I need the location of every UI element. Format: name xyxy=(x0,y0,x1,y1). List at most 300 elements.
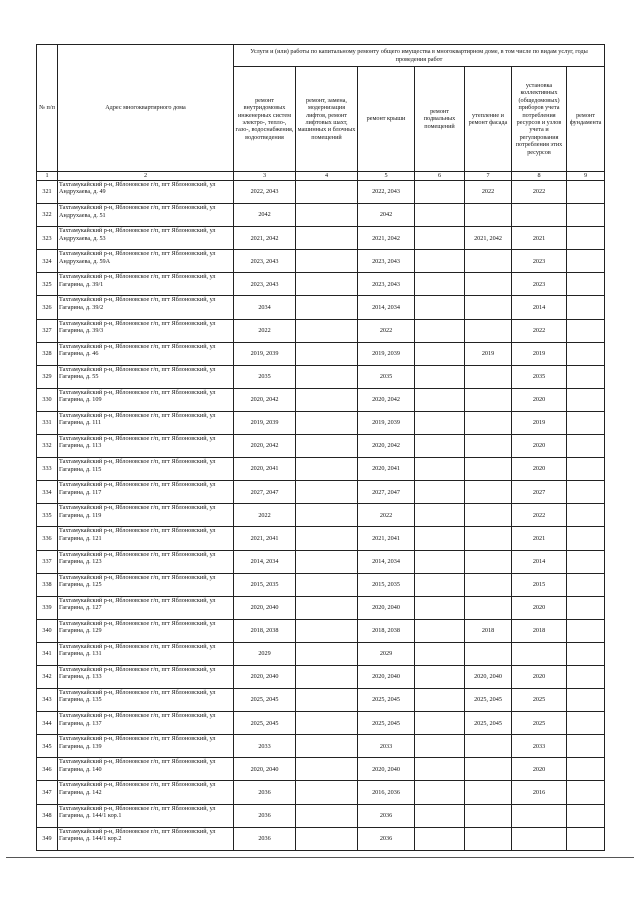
column-index-7: 7 xyxy=(465,172,512,181)
year-cell-5: 2021, 2041 xyxy=(358,527,415,550)
year-cell-9 xyxy=(567,504,605,527)
header-num: № п/п xyxy=(37,45,58,172)
year-cell-5: 2029 xyxy=(358,642,415,665)
year-cell-4 xyxy=(296,735,358,758)
table-row xyxy=(37,273,605,296)
year-cell-8: 2022 xyxy=(512,181,567,204)
row-number-cell: 332 xyxy=(37,435,58,458)
address-cell: Тахтамукайский р-н, Яблоновское г/п, пгт Яблоновский, ул Гагарина, д. 129 xyxy=(58,619,234,642)
address-cell: Тахтамукайский р-н, Яблоновское г/п, пгт Яблоновский, ул Гагарина, д. 142 xyxy=(58,781,234,804)
address-cell: Тахтамукайский р-н, Яблоновское г/п, пгт Яблоновский, ул Гагарина, д. 121 xyxy=(58,527,234,550)
address-cell: Тахтамукайский р-н, Яблоновское г/п, пгт Яблоновский, ул Андрухаева, д. 59А xyxy=(58,250,234,273)
row-number-cell: 338 xyxy=(37,573,58,596)
row-number-cell: 333 xyxy=(37,458,58,481)
year-cell-4 xyxy=(296,388,358,411)
year-cell-4 xyxy=(296,781,358,804)
year-cell-9 xyxy=(567,204,605,227)
year-cell-8: 2023 xyxy=(512,273,567,296)
year-cell-5: 2020, 2040 xyxy=(358,596,415,619)
table-row xyxy=(37,642,605,665)
year-cell-7: 2025, 2045 xyxy=(465,689,512,712)
year-cell-8: 2035 xyxy=(512,365,567,388)
address-cell: Тахтамукайский р-н, Яблоновское г/п, пгт Яблоновский, ул Гагарина, д. 119 xyxy=(58,504,234,527)
table-row xyxy=(37,735,605,758)
row-number-cell: 339 xyxy=(37,596,58,619)
year-cell-6 xyxy=(415,781,465,804)
address-cell: Тахтамукайский р-н, Яблоновское г/п, пгт Яблоновский, ул Гагарина, д. 140 xyxy=(58,758,234,781)
year-cell-3: 2020, 2040 xyxy=(234,665,296,688)
year-cell-7 xyxy=(465,550,512,573)
address-cell: Тахтамукайский р-н, Яблоновское г/п, пгт Яблоновский, ул Гагарина, д. 39/1 xyxy=(58,273,234,296)
table-row xyxy=(37,619,605,642)
year-cell-9 xyxy=(567,342,605,365)
year-cell-7 xyxy=(465,781,512,804)
table-row xyxy=(37,458,605,481)
year-cell-6 xyxy=(415,365,465,388)
year-cell-9 xyxy=(567,411,605,434)
table-row xyxy=(37,573,605,596)
year-cell-9 xyxy=(567,758,605,781)
year-cell-5: 2042 xyxy=(358,204,415,227)
year-cell-3: 2015, 2035 xyxy=(234,573,296,596)
year-cell-3: 2029 xyxy=(234,642,296,665)
year-cell-5: 2033 xyxy=(358,735,415,758)
year-cell-7 xyxy=(465,388,512,411)
year-cell-7 xyxy=(465,319,512,342)
page-bottom-rule xyxy=(6,857,634,858)
year-cell-8: 2015 xyxy=(512,573,567,596)
year-cell-7 xyxy=(465,596,512,619)
row-number-cell: 344 xyxy=(37,712,58,735)
year-cell-6 xyxy=(415,458,465,481)
table-row xyxy=(37,712,605,735)
address-cell: Тахтамукайский р-н, Яблоновское г/п, пгт Яблоновский, ул Гагарина, д. 127 xyxy=(58,596,234,619)
year-cell-3: 2035 xyxy=(234,365,296,388)
year-cell-5: 2025, 2045 xyxy=(358,712,415,735)
year-cell-8 xyxy=(512,827,567,850)
address-cell: Тахтамукайский р-н, Яблоновское г/п, пгт Яблоновский, ул Андрухаева, д. 49 xyxy=(58,181,234,204)
table-row xyxy=(37,204,605,227)
year-cell-3: 2021, 2041 xyxy=(234,527,296,550)
year-cell-5: 2022 xyxy=(358,504,415,527)
year-cell-9 xyxy=(567,250,605,273)
year-cell-4 xyxy=(296,481,358,504)
address-cell: Тахтамукайский р-н, Яблоновское г/п, пгт Яблоновский, ул Гагарина, д. 123 xyxy=(58,550,234,573)
year-cell-5: 2020, 2042 xyxy=(358,388,415,411)
year-cell-5: 2023, 2043 xyxy=(358,250,415,273)
table-row xyxy=(37,665,605,688)
year-cell-3: 2036 xyxy=(234,804,296,827)
year-cell-8: 2020 xyxy=(512,435,567,458)
year-cell-7 xyxy=(465,204,512,227)
year-cell-9 xyxy=(567,458,605,481)
row-number-cell: 322 xyxy=(37,204,58,227)
year-cell-9 xyxy=(567,435,605,458)
table-body xyxy=(37,181,605,851)
table-row xyxy=(37,527,605,550)
year-cell-8: 2016 xyxy=(512,781,567,804)
year-cell-7 xyxy=(465,527,512,550)
year-cell-7 xyxy=(465,435,512,458)
year-cell-5: 2025, 2045 xyxy=(358,689,415,712)
table-row xyxy=(37,181,605,204)
year-cell-9 xyxy=(567,827,605,850)
year-cell-7 xyxy=(465,458,512,481)
year-cell-6 xyxy=(415,827,465,850)
year-cell-3: 2020, 2041 xyxy=(234,458,296,481)
year-cell-9 xyxy=(567,388,605,411)
year-cell-9 xyxy=(567,665,605,688)
year-cell-8: 2019 xyxy=(512,411,567,434)
year-cell-9 xyxy=(567,181,605,204)
row-number-cell: 324 xyxy=(37,250,58,273)
year-cell-8: 2020 xyxy=(512,388,567,411)
header-works-group: Услуги и (или) работы по капитальному ремонту общего имущества в многоквартирном доме, в том числе по видам услуг, годы проведения работ xyxy=(234,45,605,67)
year-cell-7: 2022 xyxy=(465,181,512,204)
table-row xyxy=(37,804,605,827)
year-cell-4 xyxy=(296,712,358,735)
address-cell: Тахтамукайский р-н, Яблоновское г/п, пгт Яблоновский, ул Гагарина, д. 39/2 xyxy=(58,296,234,319)
year-cell-6 xyxy=(415,550,465,573)
year-cell-9 xyxy=(567,804,605,827)
address-cell: Тахтамукайский р-н, Яблоновское г/п, пгт Яблоновский, ул Андрухаева, д. 53 xyxy=(58,227,234,250)
year-cell-4 xyxy=(296,573,358,596)
year-cell-6 xyxy=(415,227,465,250)
header-col-4: ремонт, замена, модернизация лифтов, ремонт лифтовых шахт, машинных и блочных помещений xyxy=(296,67,358,172)
year-cell-4 xyxy=(296,204,358,227)
year-cell-7 xyxy=(465,481,512,504)
row-number-cell: 327 xyxy=(37,319,58,342)
year-cell-5: 2020, 2042 xyxy=(358,435,415,458)
year-cell-8: 2020 xyxy=(512,596,567,619)
year-cell-6 xyxy=(415,319,465,342)
year-cell-4 xyxy=(296,365,358,388)
row-number-cell: 341 xyxy=(37,642,58,665)
year-cell-4 xyxy=(296,504,358,527)
year-cell-5: 2014, 2034 xyxy=(358,296,415,319)
year-cell-4 xyxy=(296,804,358,827)
table-header xyxy=(37,45,605,181)
column-index-5: 5 xyxy=(358,172,415,181)
address-cell: Тахтамукайский р-н, Яблоновское г/п, пгт Яблоновский, ул Гагарина, д. 135 xyxy=(58,689,234,712)
year-cell-6 xyxy=(415,342,465,365)
year-cell-8: 2020 xyxy=(512,458,567,481)
year-cell-8: 2022 xyxy=(512,319,567,342)
year-cell-4 xyxy=(296,227,358,250)
year-cell-4 xyxy=(296,411,358,434)
year-cell-8: 2025 xyxy=(512,712,567,735)
year-cell-5: 2019, 2039 xyxy=(358,342,415,365)
year-cell-3: 2034 xyxy=(234,296,296,319)
year-cell-5: 2020, 2040 xyxy=(358,665,415,688)
address-cell: Тахтамукайский р-н, Яблоновское г/п, пгт Яблоновский, ул Гагарина, д. 133 xyxy=(58,665,234,688)
year-cell-3: 2027, 2047 xyxy=(234,481,296,504)
year-cell-7 xyxy=(465,758,512,781)
year-cell-8: 2027 xyxy=(512,481,567,504)
header-col-9: ремонт фундамента xyxy=(567,67,605,172)
column-index-6: 6 xyxy=(415,172,465,181)
year-cell-4 xyxy=(296,550,358,573)
header-address: Адрес многоквартирного дома xyxy=(58,45,234,172)
row-number-cell: 337 xyxy=(37,550,58,573)
capital-repair-schedule-table xyxy=(36,44,605,851)
year-cell-9 xyxy=(567,712,605,735)
year-cell-5: 2020, 2040 xyxy=(358,758,415,781)
year-cell-8: 2023 xyxy=(512,250,567,273)
year-cell-4 xyxy=(296,527,358,550)
year-cell-3: 2020, 2040 xyxy=(234,596,296,619)
year-cell-7 xyxy=(465,365,512,388)
table-row xyxy=(37,827,605,850)
row-number-cell: 330 xyxy=(37,388,58,411)
address-cell: Тахтамукайский р-н, Яблоновское г/п, пгт Яблоновский, ул Гагарина, д. 113 xyxy=(58,435,234,458)
row-number-cell: 347 xyxy=(37,781,58,804)
year-cell-9 xyxy=(567,689,605,712)
year-cell-6 xyxy=(415,689,465,712)
header-col-3: ремонт внутридомовых инженерных систем электро-, тепло-, газо-, водоснабжения, водоотведения xyxy=(234,67,296,172)
year-cell-8 xyxy=(512,204,567,227)
address-cell: Тахтамукайский р-н, Яблоновское г/п, пгт Яблоновский, ул Гагарина, д. 46 xyxy=(58,342,234,365)
table-row xyxy=(37,550,605,573)
year-cell-8: 2022 xyxy=(512,504,567,527)
year-cell-3: 2025, 2045 xyxy=(234,689,296,712)
row-number-cell: 325 xyxy=(37,273,58,296)
column-index-1: 1 xyxy=(37,172,58,181)
column-index-row xyxy=(37,172,605,181)
row-number-cell: 329 xyxy=(37,365,58,388)
row-number-cell: 321 xyxy=(37,181,58,204)
row-number-cell: 342 xyxy=(37,665,58,688)
year-cell-6 xyxy=(415,619,465,642)
address-cell: Тахтамукайский р-н, Яблоновское г/п, пгт Яблоновский, ул Андрухаева, д. 51 xyxy=(58,204,234,227)
year-cell-4 xyxy=(296,458,358,481)
year-cell-9 xyxy=(567,781,605,804)
year-cell-7 xyxy=(465,642,512,665)
table-row xyxy=(37,296,605,319)
year-cell-6 xyxy=(415,504,465,527)
year-cell-4 xyxy=(296,596,358,619)
year-cell-7 xyxy=(465,504,512,527)
year-cell-7 xyxy=(465,735,512,758)
year-cell-9 xyxy=(567,319,605,342)
column-index-8: 8 xyxy=(512,172,567,181)
year-cell-6 xyxy=(415,388,465,411)
year-cell-9 xyxy=(567,273,605,296)
year-cell-3: 2036 xyxy=(234,827,296,850)
table-row xyxy=(37,227,605,250)
year-cell-5: 2036 xyxy=(358,827,415,850)
year-cell-4 xyxy=(296,642,358,665)
year-cell-3: 2018, 2038 xyxy=(234,619,296,642)
year-cell-4 xyxy=(296,181,358,204)
year-cell-3: 2023, 2043 xyxy=(234,250,296,273)
year-cell-9 xyxy=(567,365,605,388)
year-cell-9 xyxy=(567,227,605,250)
year-cell-6 xyxy=(415,712,465,735)
row-number-cell: 335 xyxy=(37,504,58,527)
year-cell-6 xyxy=(415,804,465,827)
year-cell-5: 2027, 2047 xyxy=(358,481,415,504)
year-cell-6 xyxy=(415,573,465,596)
table-row xyxy=(37,365,605,388)
header-col-8: установка коллективных (общедомовых) приборов учета потребления ресурсов и узлов учета и регулирования потребления этих ресурсов xyxy=(512,67,567,172)
year-cell-6 xyxy=(415,527,465,550)
year-cell-9 xyxy=(567,619,605,642)
year-cell-3: 2021, 2042 xyxy=(234,227,296,250)
row-number-cell: 340 xyxy=(37,619,58,642)
header-col-7: утепление и ремонт фасада xyxy=(465,67,512,172)
address-cell: Тахтамукайский р-н, Яблоновское г/п, пгт Яблоновский, ул Гагарина, д. 139 xyxy=(58,735,234,758)
address-cell: Тахтамукайский р-н, Яблоновское г/п, пгт Яблоновский, ул Гагарина, д. 144/1 кор.1 xyxy=(58,804,234,827)
year-cell-6 xyxy=(415,758,465,781)
year-cell-4 xyxy=(296,342,358,365)
year-cell-8: 2021 xyxy=(512,227,567,250)
year-cell-5: 2015, 2035 xyxy=(358,573,415,596)
year-cell-6 xyxy=(415,250,465,273)
year-cell-3: 2036 xyxy=(234,781,296,804)
year-cell-4 xyxy=(296,250,358,273)
column-index-4: 4 xyxy=(296,172,358,181)
year-cell-8: 2033 xyxy=(512,735,567,758)
year-cell-8: 2021 xyxy=(512,527,567,550)
year-cell-4 xyxy=(296,619,358,642)
year-cell-8 xyxy=(512,804,567,827)
address-cell: Тахтамукайский р-н, Яблоновское г/п, пгт Яблоновский, ул Гагарина, д. 109 xyxy=(58,388,234,411)
year-cell-3: 2020, 2040 xyxy=(234,758,296,781)
year-cell-9 xyxy=(567,642,605,665)
year-cell-8 xyxy=(512,642,567,665)
year-cell-8: 2018 xyxy=(512,619,567,642)
address-cell: Тахтамукайский р-н, Яблоновское г/п, пгт Яблоновский, ул Гагарина, д. 115 xyxy=(58,458,234,481)
column-index-9: 9 xyxy=(567,172,605,181)
table-row xyxy=(37,758,605,781)
year-cell-7: 2020, 2040 xyxy=(465,665,512,688)
column-index-2: 2 xyxy=(58,172,234,181)
column-index-3: 3 xyxy=(234,172,296,181)
year-cell-8: 2020 xyxy=(512,665,567,688)
address-cell: Тахтамукайский р-н, Яблоновское г/п, пгт Яблоновский, ул Гагарина, д. 117 xyxy=(58,481,234,504)
year-cell-5: 2018, 2038 xyxy=(358,619,415,642)
header-col-5: ремонт крыши xyxy=(358,67,415,172)
year-cell-3: 2022 xyxy=(234,504,296,527)
year-cell-7 xyxy=(465,573,512,596)
year-cell-3: 2042 xyxy=(234,204,296,227)
row-number-cell: 345 xyxy=(37,735,58,758)
table-row xyxy=(37,596,605,619)
year-cell-3: 2033 xyxy=(234,735,296,758)
year-cell-6 xyxy=(415,296,465,319)
year-cell-8: 2020 xyxy=(512,758,567,781)
table-row xyxy=(37,781,605,804)
year-cell-6 xyxy=(415,735,465,758)
year-cell-3: 2023, 2043 xyxy=(234,273,296,296)
year-cell-9 xyxy=(567,573,605,596)
row-number-cell: 346 xyxy=(37,758,58,781)
table-row xyxy=(37,689,605,712)
year-cell-4 xyxy=(296,435,358,458)
year-cell-5: 2022 xyxy=(358,319,415,342)
year-cell-7 xyxy=(465,804,512,827)
row-number-cell: 328 xyxy=(37,342,58,365)
year-cell-7: 2018 xyxy=(465,619,512,642)
row-number-cell: 331 xyxy=(37,411,58,434)
year-cell-6 xyxy=(415,435,465,458)
year-cell-5: 2014, 2034 xyxy=(358,550,415,573)
year-cell-6 xyxy=(415,181,465,204)
row-number-cell: 326 xyxy=(37,296,58,319)
year-cell-8: 2014 xyxy=(512,550,567,573)
year-cell-9 xyxy=(567,296,605,319)
year-cell-7: 2019 xyxy=(465,342,512,365)
year-cell-5: 2036 xyxy=(358,804,415,827)
year-cell-3: 2014, 2034 xyxy=(234,550,296,573)
year-cell-7 xyxy=(465,273,512,296)
table-row xyxy=(37,435,605,458)
year-cell-3: 2019, 2039 xyxy=(234,342,296,365)
year-cell-9 xyxy=(567,550,605,573)
year-cell-5: 2023, 2043 xyxy=(358,273,415,296)
table-row xyxy=(37,411,605,434)
table-row xyxy=(37,319,605,342)
year-cell-7 xyxy=(465,827,512,850)
row-number-cell: 349 xyxy=(37,827,58,850)
year-cell-9 xyxy=(567,481,605,504)
year-cell-3: 2020, 2042 xyxy=(234,435,296,458)
year-cell-4 xyxy=(296,689,358,712)
table-row xyxy=(37,504,605,527)
year-cell-5: 2021, 2042 xyxy=(358,227,415,250)
year-cell-5: 2022, 2043 xyxy=(358,181,415,204)
year-cell-9 xyxy=(567,735,605,758)
address-cell: Тахтамукайский р-н, Яблоновское г/п, пгт Яблоновский, ул Гагарина, д. 144/1 кор.2 xyxy=(58,827,234,850)
year-cell-4 xyxy=(296,296,358,319)
year-cell-6 xyxy=(415,204,465,227)
address-cell: Тахтамукайский р-н, Яблоновское г/п, пгт Яблоновский, ул Гагарина, д. 55 xyxy=(58,365,234,388)
year-cell-4 xyxy=(296,273,358,296)
year-cell-6 xyxy=(415,642,465,665)
year-cell-3: 2020, 2042 xyxy=(234,388,296,411)
row-number-cell: 336 xyxy=(37,527,58,550)
row-number-cell: 334 xyxy=(37,481,58,504)
year-cell-3: 2022, 2043 xyxy=(234,181,296,204)
year-cell-8: 2014 xyxy=(512,296,567,319)
table-row xyxy=(37,388,605,411)
table-row xyxy=(37,342,605,365)
year-cell-8: 2025 xyxy=(512,689,567,712)
year-cell-6 xyxy=(415,481,465,504)
year-cell-5: 2019, 2039 xyxy=(358,411,415,434)
address-cell: Тахтамукайский р-н, Яблоновское г/п, пгт Яблоновский, ул Гагарина, д. 131 xyxy=(58,642,234,665)
header-col-6: ремонт подвальных помещений xyxy=(415,67,465,172)
year-cell-7: 2025, 2045 xyxy=(465,712,512,735)
address-cell: Тахтамукайский р-н, Яблоновское г/п, пгт Яблоновский, ул Гагарина, д. 39/3 xyxy=(58,319,234,342)
table-row xyxy=(37,250,605,273)
year-cell-4 xyxy=(296,319,358,342)
address-cell: Тахтамукайский р-н, Яблоновское г/п, пгт Яблоновский, ул Гагарина, д. 111 xyxy=(58,411,234,434)
row-number-cell: 323 xyxy=(37,227,58,250)
address-cell: Тахтамукайский р-н, Яблоновское г/п, пгт Яблоновский, ул Гагарина, д. 137 xyxy=(58,712,234,735)
year-cell-4 xyxy=(296,758,358,781)
year-cell-5: 2016, 2036 xyxy=(358,781,415,804)
year-cell-6 xyxy=(415,665,465,688)
year-cell-7: 2021, 2042 xyxy=(465,227,512,250)
year-cell-7 xyxy=(465,411,512,434)
row-number-cell: 343 xyxy=(37,689,58,712)
year-cell-8: 2019 xyxy=(512,342,567,365)
year-cell-5: 2020, 2041 xyxy=(358,458,415,481)
year-cell-9 xyxy=(567,527,605,550)
year-cell-6 xyxy=(415,596,465,619)
